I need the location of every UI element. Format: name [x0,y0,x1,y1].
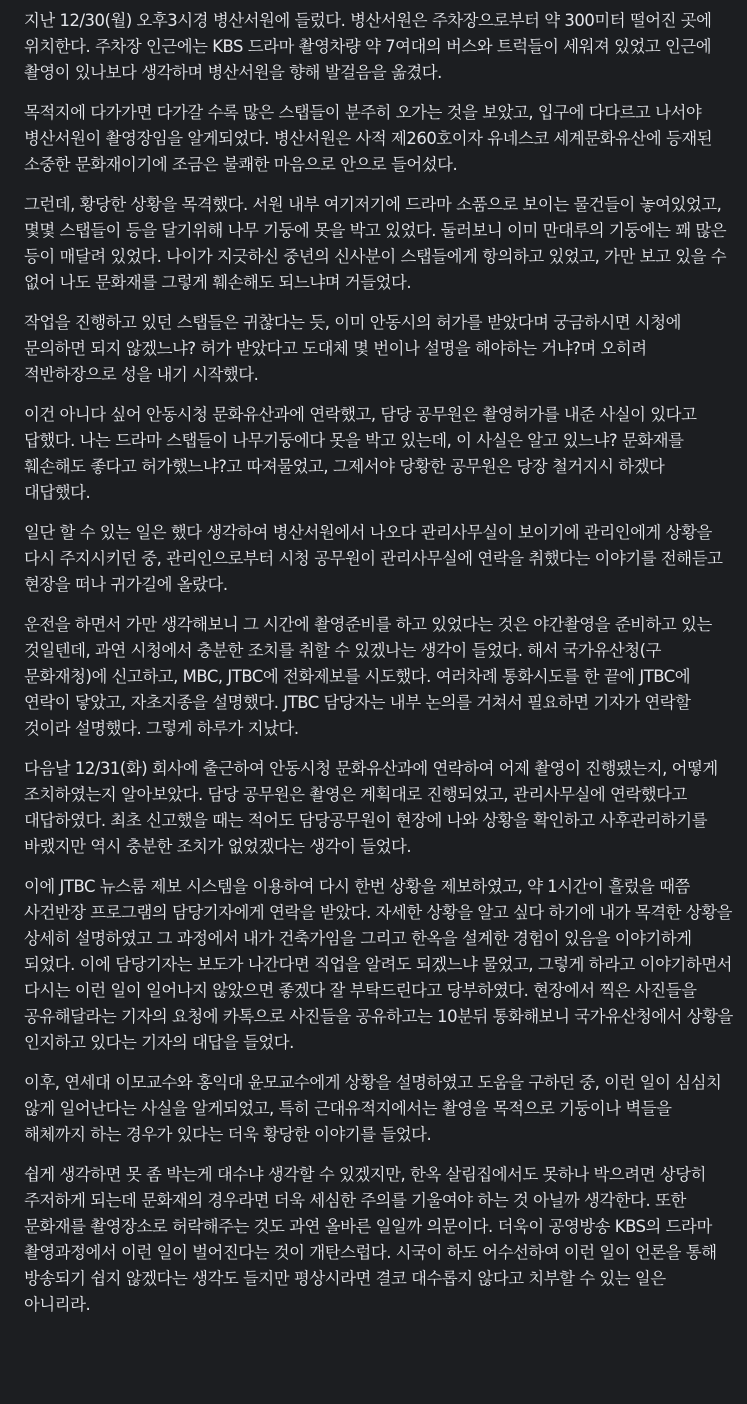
post-paragraph: 이건 아니다 싶어 안동시청 문화유산과에 연락했고, 담당 공무원은 촬영허가를 내준 사실이 있다고 답했다. 나는 드라마 스탭들이 나무기둥에다 못을 박고 있는데, 이 사실은 알고 있느냐? 문화재를 훼손해도 좋다고 허가했느냐?고 따져물었고, 그제서야 당황한 공무원은 당장 철거지시 하겠다 대답했다. [24,405,697,502]
post-paragraph: 다음날 12/31(화) 회사에 출근하여 안동시청 문화유산과에 연락하여 어제 촬영이 진행됐는지, 어떻게 조치하였는지 알아보았다. 담당 공무원은 촬영은 계획대로 진행되었고, 관리사무실에 연락했다고 대답하였다. 최초 신고했을 때는 적어도 담당공무원이 현장에 나와 상황을 확인하고 사후관리하기를 바랬지만 역시 충분한 조치가 없었겠다는 생각이 들었다. [24,759,718,856]
post-paragraph: 지난 12/30(월) 오후3시경 병산서원에 들렀다. 병산서원은 주차장으로부터 약 300미터 떨어진 곳에 위치한다. 주차장 인근에는 KBS 드라마 촬영차량 약 7여대의 버스와 트럭들이 세워져 있었고 인근에 촬영이 있나보다 생각하며 병산서원을 향해 발걸음을 옮겼다. [24,11,712,82]
post-paragraph: 이에 JTBC 뉴스룸 제보 시스템을 이용하여 다시 한번 상황을 제보하였고, 약 1시간이 흘렀을 때쯤 사건반장 프로그램의 담당기자에게 연락을 받았다. 자세한 상황을 알고 싶다 하기에 내가 목격한 상황을 상세히 설명하였고 그 과정에서 내가 건축가임을 그리고 한옥을 설계한 경험이 있음을 이야기하게 되었다. 이에 담당기자는 보도가 나간다면 직업을 알려도 되겠느냐 물었고, 그렇게 하라고 이야기하면서 다시는 이런 일이 일어나지 않았으면 좋겠다 잘 부탁드린다고 당부하였다. 현장에서 찍은 사진들을 공유해달라는 기자의 요청에 카톡으로 사진들을 공유하고는 10분뒤 통화해보니 국가유산청에서 상황을 인지하고 있다는 기자의 대답을 들었다. [24,877,733,1052]
post-paragraph: 이후, 연세대 이모교수와 홍익대 윤모교수에게 상황을 설명하였고 도움을 구하던 중, 이런 일이 심심치 않게 일어난다는 사실을 알게되었고, 특히 근대유적지에서는 촬영을 목적으로 기둥이나 벽들을 해체까지 하는 경우가 있다는 더욱 황당한 이야기를 들었다. [24,1073,722,1144]
post-paragraph: 운전을 하면서 가만 생각해보니 그 시간에 촬영준비를 하고 있었다는 것은 야간촬영을 준비하고 있는 것일텐데, 과연 시청에서 충분한 조치를 취할 수 있겠나는 생각이 들었다. 해서 국가유산청(구 문화재청)에 신고하고, MBC, JTBC에 전화제보를 시도했다. 여러차례 통화시도를 한 끝에 JTBC에 연락이 닿았고, 자초지종을 설명했다. JTBC 담당자는 내부 논의를 거쳐서 필요하면 기자가 연락할 것이라 설명했다. 그렇게 하루가 지났다. [24,615,712,738]
post-paragraph: 작업을 진행하고 있던 스탭들은 귀찮다는 듯, 이미 안동시의 허가를 받았다며 궁금하시면 시청에 문의하면 되지 않겠느냐? 허가 받았다고 도대체 몇 번이나 설명을 해야하는 거냐?며 오히려 적반하장으로 성을 내기 시작했다. [24,313,682,384]
post-paragraph: 쉽게 생각하면 못 좀 박는게 대수냐 생각할 수 있겠지만, 한옥 살림집에서도 못하나 박으려면 상당히 주저하게 되는데 문화재의 경우라면 더욱 세심한 주의를 기울여야 하는 것 아닐까 생각한다. 또한 문화재를 촬영장소로 허락해주는 것도 과연 올바른 일일까 의문이다. 더욱이 공영방송 KBS의 드라마 촬영과정에서 이런 일이 벌어진다는 것이 개탄스럽다. 시국이 하도 어수선하여 이런 일이 언론을 통해 방송되기 쉽지 않겠다는 생각도 들지만 평상시라면 결코 대수롭지 않다고 치부할 수 있는 일은 아니리라. [24,1165,717,1314]
post-paragraph: 일단 할 수 있는 일은 했다 생각하여 병산서원에서 나오다 관리사무실이 보이기에 관리인에게 상황을 다시 주지시키던 중, 관리인으로부터 시청 공무원이 관리사무실에 연락을 취했다는 이야기를 전해듣고 현장을 떠나 귀가길에 올랐다. [24,523,723,594]
post-paragraph: 그런데, 황당한 상황을 목격했다. 서원 내부 여기저기에 드라마 소품으로 보이는 물건들이 놓여있었고, 몇몇 스탭들이 등을 달기위해 나무 기둥에 못을 박고 있었다. 둘러보니 이미 만대루의 기둥에는 꽤 많은 등이 매달려 있었다. 나이가 지긋하신 중년의 신사분이 스탭들에게 항의하고 있었고, 가만 보고 있을 수 없어 나도 문화재를 그렇게 훼손해도 되느냐며 거들었다. [24,195,727,292]
post-paragraph: 목적지에 다가가면 다가갈 수록 많은 스탭들이 분주히 오가는 것을 보았고, 입구에 다다르고 나서야 병산서원이 촬영장임을 알게되었다. 병산서원은 사적 제260호이자 유네스코 세계문화유산에 등재된 소중한 문화재이기에 조금은 불쾌한 마음으로 안으로 들어섰다. [24,103,713,174]
